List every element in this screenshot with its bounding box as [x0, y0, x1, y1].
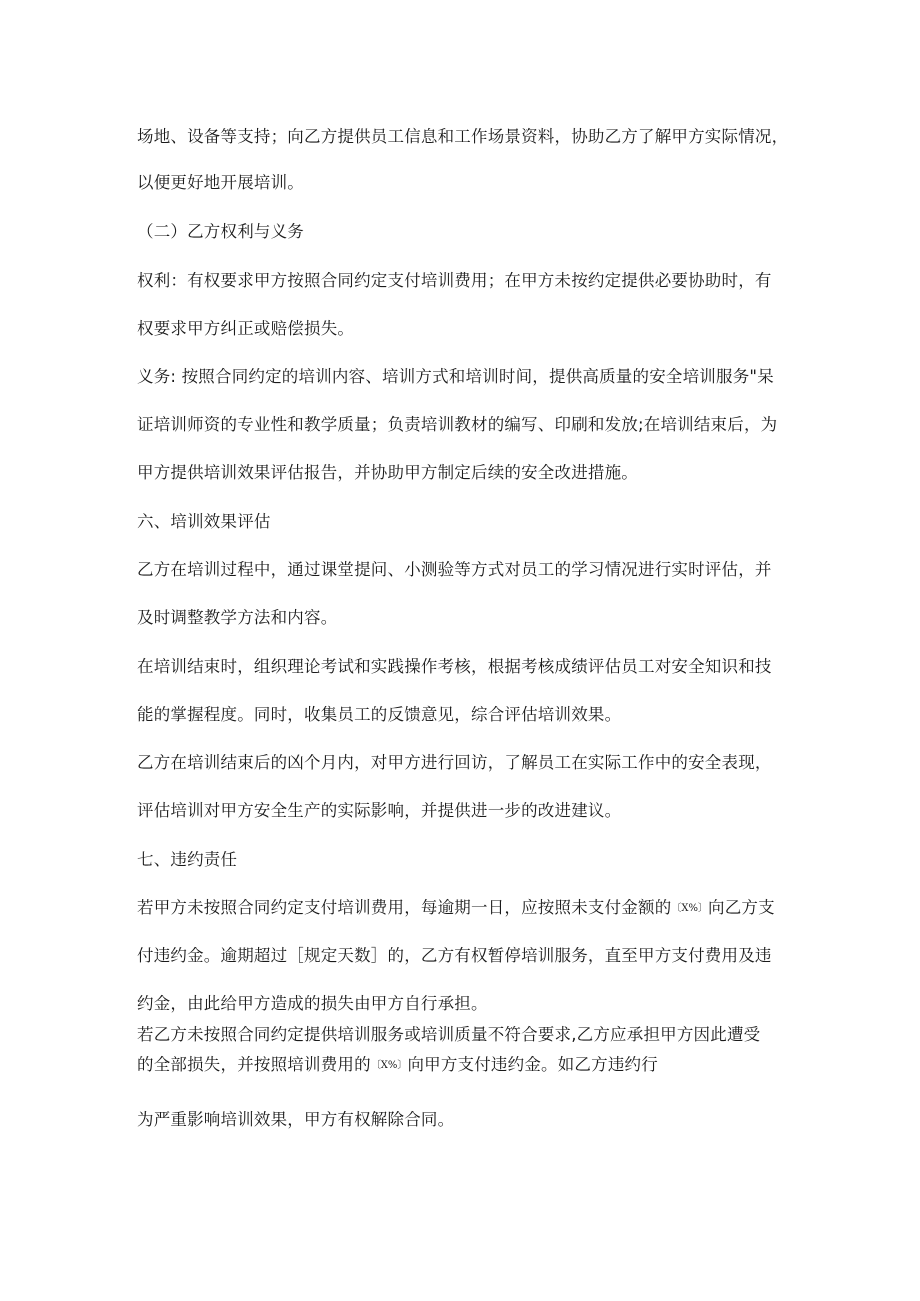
liability-para2-line-1: 若乙方未按照合同约定提供培训服务或培训质量不符合要求,乙方应承担甲方因此遭受: [137, 1025, 761, 1044]
para-support-line-1: 场地、设备等支持；向乙方提供员工信息和工作场景资料，协助乙方了解甲方实际情况，: [137, 127, 789, 146]
heading-training-evaluation: 六、培训效果评估: [137, 512, 271, 531]
liability-para1-line-1: [137, 897, 797, 920]
rights-line-1: 权利：有权要求甲方按照合同约定支付培训费用；在甲方未按约定提供必要协助时，有: [137, 271, 772, 290]
heading-party-b-rights: （二）乙方权利与义务: [137, 222, 304, 241]
heading-breach-liability: 七、违约责任: [137, 850, 238, 869]
para-support-line-2: 以便更好地开展培训。: [137, 173, 304, 192]
liability-para2-line-2-text-a: 的全部损失，并按照培训费用的: [137, 1055, 371, 1074]
liability-para1-line-3: 约金，由此给甲方造成的损失由甲方自行承担。: [137, 994, 488, 1013]
obligations-line-1: 义务: 按照合同约定的培训内容、培训方式和培训时间，提供高质量的安全培训服务"呆: [137, 367, 774, 386]
evaluation-para1-line-2: 及时调整教学方法和内容。: [137, 608, 338, 627]
liability-para1-line-1-text-a: 若甲方未按照合同约定支付培训费用，每逾期一日，应按照未支付金额的: [137, 898, 672, 917]
obligations-line-3: 甲方提供培训效果评估报告，并协助甲方制定后续的安全改进措施。: [137, 463, 638, 482]
liability-para2-line-2: [137, 1054, 797, 1077]
evaluation-para3-line-2: 评估培训对甲方安全生产的实际影响，并提供进一步的改进建议。: [137, 801, 622, 820]
liability-para2-line-2-text-b: 向甲方支付违约金。如乙方违约行: [407, 1055, 658, 1074]
liability-para2-line-3: 为严重影响培训效果，甲方有权解除合同。: [137, 1110, 455, 1129]
evaluation-para2-line-1: 在培训结束时，组织理论考试和实践操作考核，根据考核成绩评估员工对安全知识和技: [137, 657, 772, 676]
evaluation-para3-line-1: 乙方在培训结束后的凶个月内，对甲方进行回访，了解员工在实际工作中的安全表现，: [137, 753, 772, 772]
evaluation-para2-line-2: 能的掌握程度。同时，收集员工的反馈意见，综合评估培训效果。: [137, 705, 622, 724]
percent-placeholder: 〔X%〕: [671, 903, 709, 914]
obligations-line-2: 证培训师资的专业性和教学质量；负责培训教材的编写、印刷和发放;在培训结束后，为: [137, 415, 778, 434]
percent-placeholder: 〔X%〕: [370, 1060, 408, 1071]
liability-para1-line-1-text-b: 向乙方支: [708, 898, 775, 917]
rights-line-2: 权要求甲方纠正或赔偿损失。: [137, 319, 355, 338]
liability-para1-line-2: 付违约金。逾期超过［规定天数］的，乙方有权暂停培训服务，直至甲方支付费用及违: [137, 946, 772, 965]
evaluation-para1-line-1: 乙方在培训过程中，通过课堂提问、小测验等方式对员工的学习情况进行实时评估，并: [137, 560, 772, 579]
